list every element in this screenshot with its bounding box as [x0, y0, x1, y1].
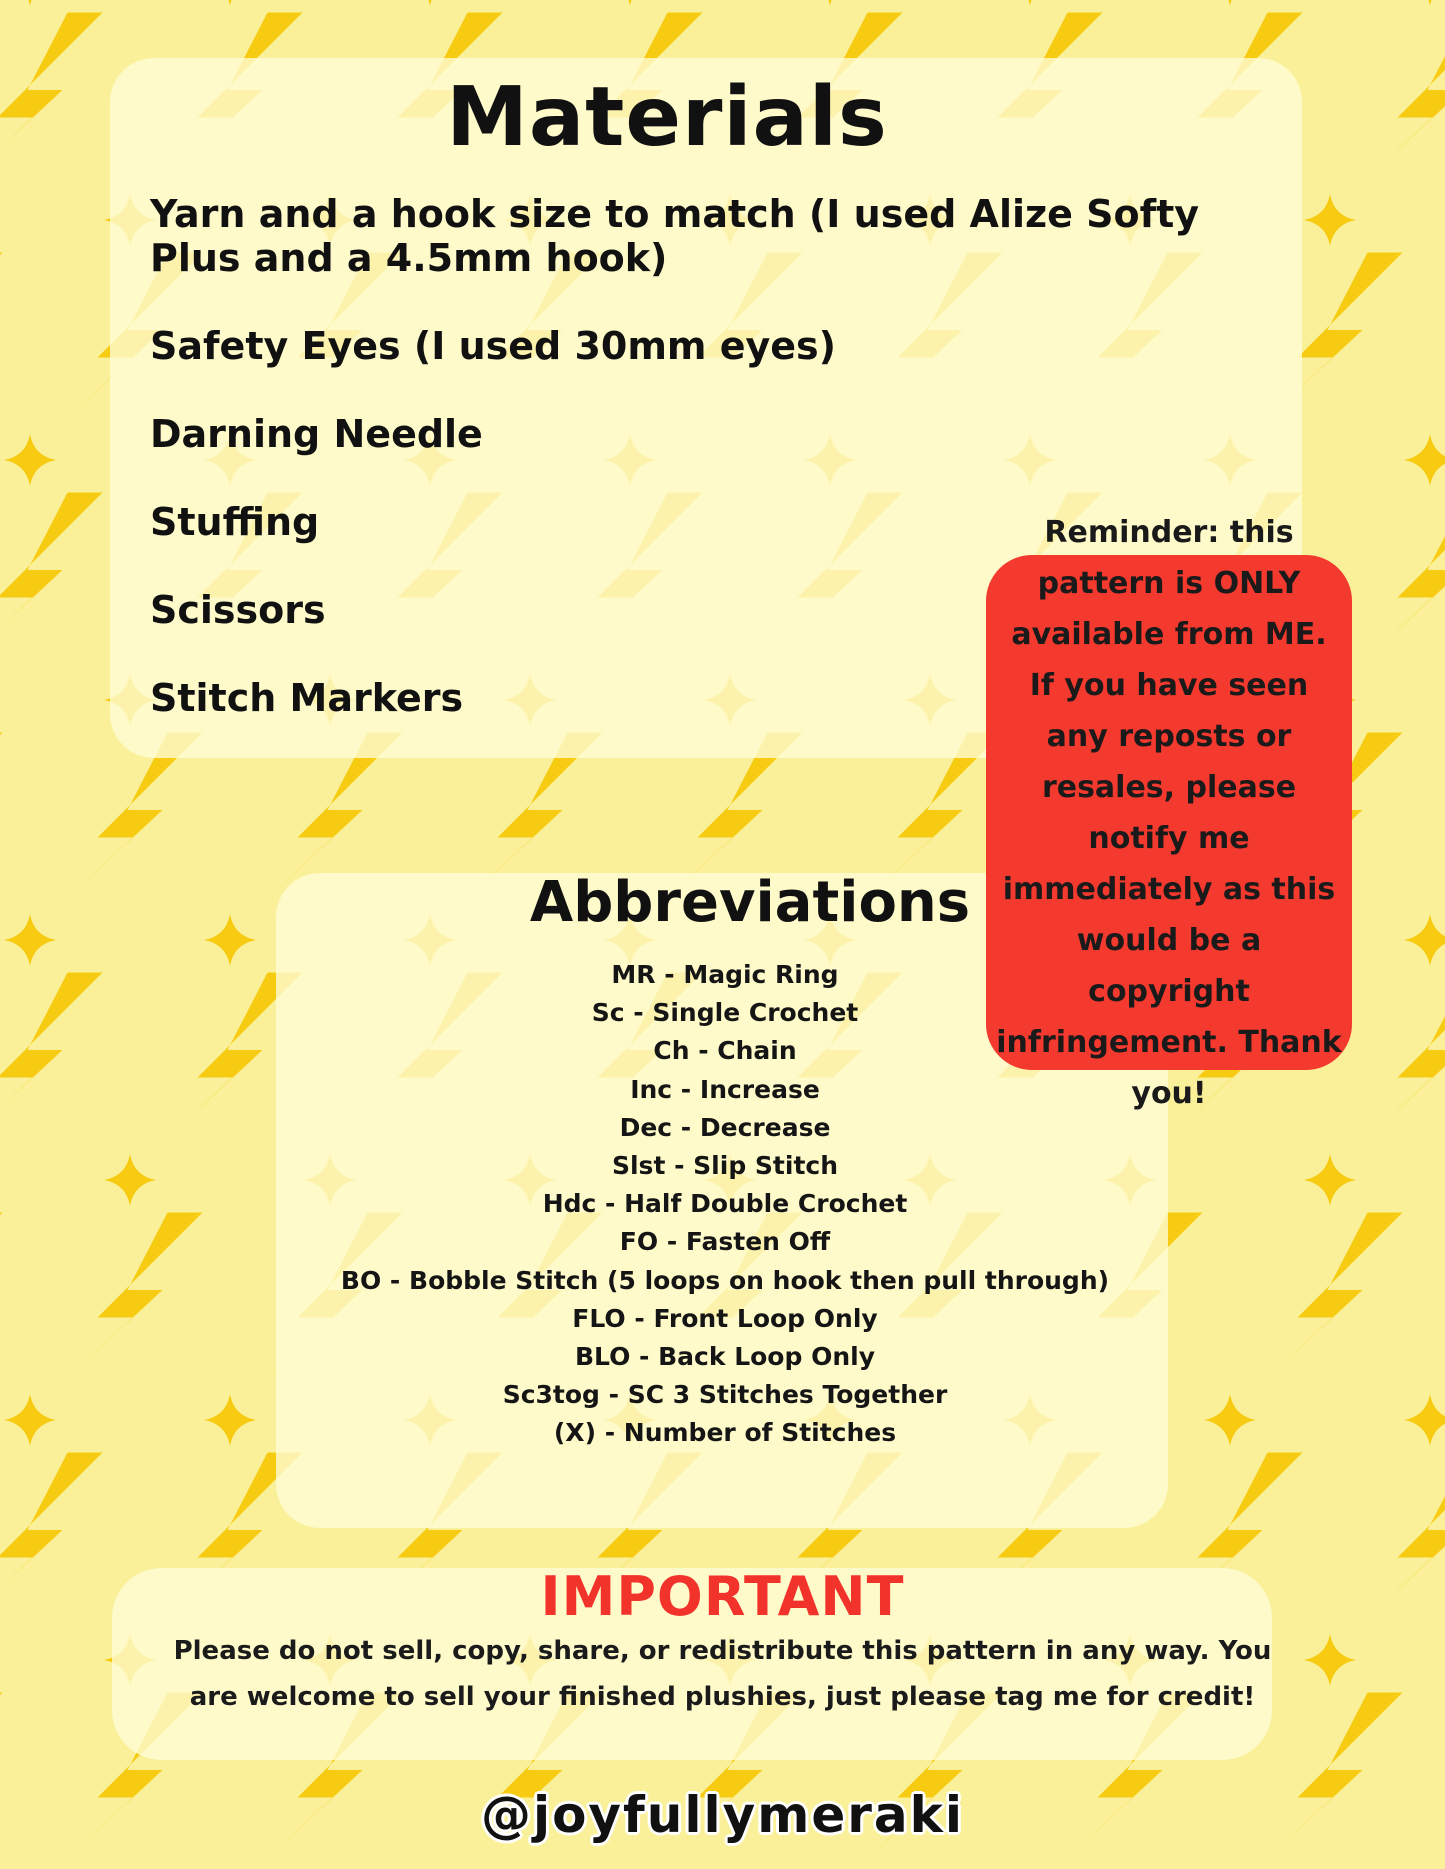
abbreviation-item: Slst - Slip Stitch — [611, 1150, 839, 1180]
material-item: Stitch Markers — [150, 676, 464, 720]
lightning-bolt-icon — [1358, 13, 1445, 188]
material-item: Yarn and a hook size to match (I used Alize Softy Plus and a 4.5mm hook) — [150, 192, 1200, 280]
abbreviation-item: Hdc - Half Double Crochet — [542, 1189, 908, 1219]
sparkle-star-icon — [1404, 914, 1445, 966]
sparkle-star-icon — [1204, 1394, 1256, 1446]
material-item: Stuffing — [150, 500, 320, 544]
sparkle-star-icon — [4, 0, 56, 6]
lightning-bolt-icon — [0, 973, 103, 1148]
lightning-bolt-icon — [1358, 973, 1445, 1148]
lightning-bolt-icon — [1358, 493, 1445, 668]
sparkle-star-icon — [204, 914, 256, 966]
abbreviation-item: Sc3tog - SC 3 Stitches Together — [502, 1380, 948, 1410]
important-text: Please do not sell, copy, share, or redistribute this pattern in any way. You are welcome to sell your finished plushies, just please tag me for credit! — [173, 1636, 1272, 1712]
abbreviation-item: MR - Magic Ring — [611, 960, 839, 989]
abbreviation-item: BO - Bobble Stitch (5 loops on hook then pull through) — [340, 1265, 1110, 1295]
sparkle-star-icon — [204, 0, 256, 6]
lightning-bolt-icon — [0, 253, 3, 428]
reminder-text: Reminder: this pattern is ONLY available from ME. If you have seen any reposts or resales, please notify me immediately as this would be a copyright infringement. Thank you! — [996, 514, 1342, 1111]
abbreviation-item: FO - Fasten Off — [619, 1227, 831, 1257]
abbreviation-item: (X) - Number of Stitches — [553, 1418, 897, 1448]
abbreviation-item: FLO - Front Loop Only — [572, 1303, 878, 1333]
sparkle-star-icon — [804, 0, 856, 6]
important-title: IMPORTANT — [540, 1565, 905, 1628]
sparkle-star-icon — [1404, 434, 1445, 486]
materials-title: Materials — [446, 70, 888, 165]
material-item: Darning Needle — [150, 412, 483, 456]
lightning-bolt-icon — [0, 1213, 3, 1388]
sparkle-star-icon — [1304, 1634, 1356, 1686]
lightning-bolt-icon — [0, 733, 3, 908]
sparkle-star-icon — [1004, 0, 1056, 6]
social-handle: @joyfullymeraki — [480, 1786, 965, 1844]
sparkle-star-icon — [1404, 1394, 1445, 1446]
abbreviation-item: Inc - Increase — [630, 1074, 820, 1104]
lightning-bolt-icon — [0, 493, 103, 668]
lightning-bolt-icon — [58, 1213, 203, 1388]
sparkle-star-icon — [1204, 0, 1256, 6]
sparkle-star-icon — [4, 434, 56, 486]
sparkle-star-icon — [1404, 0, 1445, 6]
sparkle-star-icon — [4, 914, 56, 966]
sparkle-star-icon — [604, 0, 656, 6]
abbreviation-item: Dec - Decrease — [619, 1112, 831, 1142]
abbreviation-item: Ch - Chain — [653, 1036, 797, 1066]
sparkle-star-icon — [204, 1394, 256, 1446]
sparkle-star-icon — [1304, 194, 1356, 246]
reminder-box — [986, 514, 1352, 1111]
sparkle-star-icon — [104, 1154, 156, 1206]
sparkle-star-icon — [4, 1394, 56, 1446]
abbreviations-title: Abbreviations — [529, 870, 971, 935]
material-item: Safety Eyes (I used 30mm eyes) — [150, 324, 837, 368]
sparkle-star-icon — [1304, 1154, 1356, 1206]
abbreviation-item: BLO - Back Loop Only — [575, 1341, 875, 1371]
lightning-bolt-icon — [1258, 1213, 1403, 1388]
abbreviation-item: Sc - Single Crochet — [591, 998, 859, 1028]
material-item: Scissors — [150, 588, 326, 632]
sparkle-star-icon — [404, 0, 456, 6]
